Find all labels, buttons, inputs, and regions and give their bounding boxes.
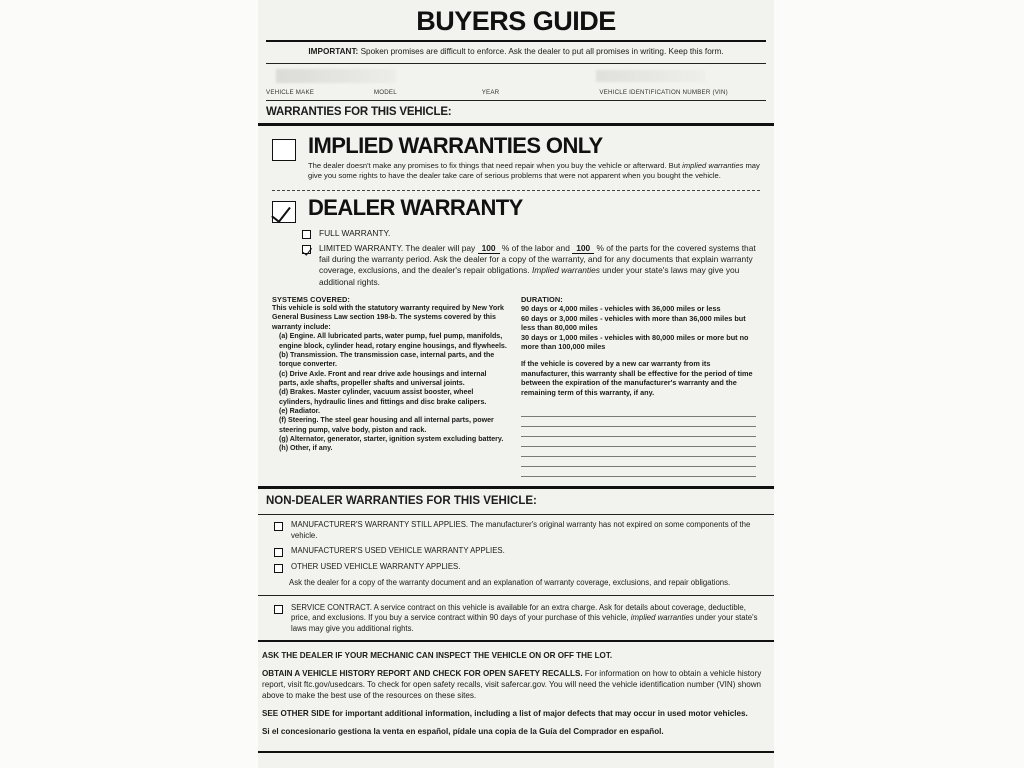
service-contract-bold: SERVICE CONTRACT. (291, 602, 372, 612)
other-side-text: for important additional information, including a list of major defects that may occur in used motor vehicles. (329, 709, 748, 719)
dealer-warranty-options (258, 228, 774, 288)
vin-label: VEHICLE IDENTIFICATION NUMBER (VIN) (599, 88, 728, 96)
blank-line[interactable] (521, 407, 756, 417)
manufacturer-used-vehicle-warranty-checkbox[interactable] (274, 548, 283, 557)
vehicle-fields-row (266, 67, 766, 97)
buyers-guide-form (258, 0, 774, 768)
scan-artifact-right (596, 70, 706, 82)
limited-warranty-row (302, 243, 768, 288)
limited-warranty-text (311, 243, 768, 288)
non-dealer-item-row (274, 520, 766, 541)
service-contract-section (258, 603, 774, 635)
duration-heading: DURATION: (521, 295, 563, 305)
system-item: (e) Radiator. (279, 407, 320, 416)
model-label: MODEL (373, 88, 397, 96)
implied-warranties-block (258, 129, 774, 186)
important-notice (266, 45, 766, 60)
divider-under-non-dealer-heading (258, 514, 774, 515)
system-item: (h) Other, if any. (279, 444, 333, 453)
other-side-bold: SEE OTHER SIDE (262, 709, 330, 719)
vehicle-history-bold: OBTAIN A VEHICLE HISTORY REPORT AND CHECK FOR OPEN SAFETY RECALLS. (262, 668, 583, 678)
divider-under-important (266, 63, 766, 64)
duration-blank-lines[interactable] (521, 407, 756, 477)
duration-item: 90 days or 4,000 miles - vehicles with 36,000 miles or less (521, 304, 721, 314)
important-label: IMPORTANT: (308, 47, 359, 56)
divider-under-warranties-heading (258, 123, 774, 126)
limited-text-italic: Implied warranties (531, 265, 600, 276)
limited-text-2: % of the labor and (499, 242, 573, 253)
divider-above-footer (258, 640, 774, 642)
blank-line[interactable] (521, 467, 756, 477)
systems-covered-intro: This vehicle is sold with the statutory warranty required by New York General Business Law section 198-b. The systems covered by this warranty include: (272, 304, 504, 331)
dealer-warranty-heading: DEALER WARRANTY (308, 195, 523, 221)
limited-warranty-label: LIMITED WARRANTY. (319, 242, 404, 253)
parts-percent-field[interactable]: 100 (572, 243, 594, 254)
systems-covered-heading: SYSTEMS COVERED: (272, 295, 350, 305)
duration-note: If the vehicle is covered by a new car warranty from its manufacturer, this warranty shall be effective for the period of time between the expiration of the manufacturer's warranty and the remaining term of this warranty, if any. (521, 359, 753, 397)
non-dealer-items (258, 520, 774, 589)
systems-covered-list (272, 332, 507, 454)
full-warranty-label: FULL WARRANTY. (319, 228, 391, 239)
blank-line[interactable] (521, 437, 756, 447)
manufacturer-warranty-still-applies-text (283, 520, 766, 541)
system-item: (b) Transmission. The transmission case, internal parts, and the torque converter. (279, 350, 495, 369)
blank-line[interactable] (521, 417, 756, 427)
dashed-separator (272, 190, 760, 191)
year-label: YEAR (481, 88, 500, 96)
form-header (258, 6, 774, 120)
vehicle-make-label: VEHICLE MAKE (266, 88, 315, 96)
other-used-vehicle-warranty-checkbox[interactable] (274, 564, 283, 573)
service-contract-italic: implied warranties (630, 613, 694, 623)
other-used-vehicle-warranty-text: OTHER USED VEHICLE WARRANTY APPLIES. (291, 562, 461, 572)
divider-above-non-dealer (258, 486, 774, 489)
system-item: (g) Alternator, generator, starter, ignition system excluding battery. (279, 435, 504, 444)
labor-percent-field[interactable]: 100 (478, 243, 500, 254)
duration-item: 30 days or 1,000 miles - vehicles with 80,000 miles or more but no more than 100,000 miles (521, 332, 749, 351)
non-dealer-item-row (274, 546, 766, 557)
nd-item-text: The manufacturer's original warranty has not expired on some components of the vehicle. (291, 520, 751, 540)
service-contract-row (274, 603, 766, 635)
nd-item-bold: MANUFACTURER'S WARRANTY STILL APPLIES. (291, 520, 469, 530)
implied-warranties-heading: IMPLIED WARRANTIES ONLY (308, 132, 603, 158)
scan-artifact-left (276, 69, 396, 83)
blank-line[interactable] (521, 427, 756, 437)
limited-text-1: The dealer will pay (403, 242, 478, 253)
divider-above-service-contract (258, 595, 774, 596)
manufacturer-warranty-still-applies-checkbox[interactable] (274, 522, 283, 531)
service-contract-checkbox[interactable] (274, 605, 283, 614)
vehicle-history-note (262, 668, 770, 701)
warranties-section-heading: WARRANTIES FOR THIS VEHICLE: (266, 105, 452, 118)
mechanic-inspection-bold: ASK THE DEALER IF YOUR MECHANIC CAN INSPECT THE VEHICLE ON OR OFF THE LOT. (262, 650, 613, 660)
footer-section (258, 645, 774, 749)
service-contract-text-2: under your state's laws may give you additional rights. (291, 613, 758, 633)
vehicle-history-text: For information on how to obtain a vehicle history report, visit ftc.gov/usedcars. To check for open safety recalls, visit safercar.gov. You will need the vehicle identification number (VIN) shown above to make the best use of the resources on these sites. (262, 668, 762, 700)
spanish-text: Si el concesionario gestiona la venta en español, pídale una copia de la Guía del Comprador en español. (262, 727, 664, 737)
full-warranty-checkbox[interactable] (302, 230, 311, 239)
implied-body-italic: implied warranties (682, 160, 744, 170)
limited-text-3: % of the parts for the covered systems that fail during the warranty period. Ask the dealer for a copy of the warranty, and for any documents that explain warranty coverage, exclusions, and the dealer's repair obligations. (319, 242, 756, 276)
dealer-warranty-heading-wrap (296, 197, 523, 219)
system-item: (f) Steering. The steel gear housing and all internal parts, power steering pump, valve body, piston and rack. (279, 416, 494, 434)
divider-under-vehicle-fields (266, 100, 766, 101)
implied-warranties-body (308, 161, 774, 182)
dealer-warranty-block (258, 195, 774, 225)
manufacturer-used-vehicle-warranty-text: MANUFACTURER'S USED VEHICLE WARRANTY APPLIES. (291, 546, 505, 556)
mechanic-inspection-note (262, 650, 770, 661)
system-item: (d) Brakes. Master cylinder, vacuum assist booster, wheel cylinders, hydraulic lines and fittings and disc brake calipers. (279, 388, 487, 406)
important-text: Spoken promises are difficult to enforce. Ask the dealer to put all promises in writing. Keep this form. (360, 47, 724, 56)
duration-column (521, 295, 756, 477)
blank-line[interactable] (521, 447, 756, 457)
page-title: BUYERS GUIDE (416, 6, 616, 36)
service-contract-text (283, 603, 766, 635)
non-dealer-heading: NON-DEALER WARRANTIES FOR THIS VEHICLE: (266, 495, 537, 508)
non-dealer-section (258, 492, 774, 511)
limited-warranty-checkbox[interactable] (302, 245, 311, 254)
system-item: (c) Drive Axle. Front and rear drive axle housings and internal parts, axle shafts, propeller shafts and universal joints. (279, 369, 487, 387)
full-warranty-row (302, 228, 768, 239)
non-dealer-item-row (274, 562, 766, 573)
systems-covered-column (272, 295, 507, 477)
limited-text-4: under your state's laws may give you additional rights. (319, 265, 740, 287)
implied-warranties-text (296, 132, 774, 182)
implied-body-part-1: The dealer doesn't make any promises to fix things that need repair when you buy the vehicle or afterward. But (308, 160, 683, 170)
non-dealer-note: Ask the dealer for a copy of the warranty document and an explanation of warranty coverage, exclusions, and repair obligations. (289, 578, 731, 588)
divider-bottom (258, 751, 774, 753)
system-item: (a) Engine. All lubricated parts, water pump, fuel pump, manifolds, engine block, cylinder head, rotary engine housings, and flywheels. (279, 332, 507, 350)
other-side-note (262, 708, 770, 719)
duration-item: 60 days or 3,000 miles - vehicles with more than 36,000 miles but less than 80,000 miles (521, 313, 746, 333)
dealer-warranty-checkbox[interactable] (272, 201, 296, 223)
implied-body-part-2: may give you some rights to have the dealer take care of serious problems that were not apparent when you bought the vehicle. (308, 160, 760, 181)
coverage-columns (258, 288, 774, 483)
divider-under-title (266, 40, 766, 42)
service-contract-text-1: A service contract on this vehicle is available for an extra charge. Ask for details about coverage, deductible, price, and exclusions. If you buy a service contract within 90 days of your purchase of this vehicle, (291, 602, 746, 623)
blank-line[interactable] (521, 457, 756, 467)
spanish-note (262, 726, 770, 737)
implied-warranties-checkbox[interactable] (272, 139, 296, 161)
